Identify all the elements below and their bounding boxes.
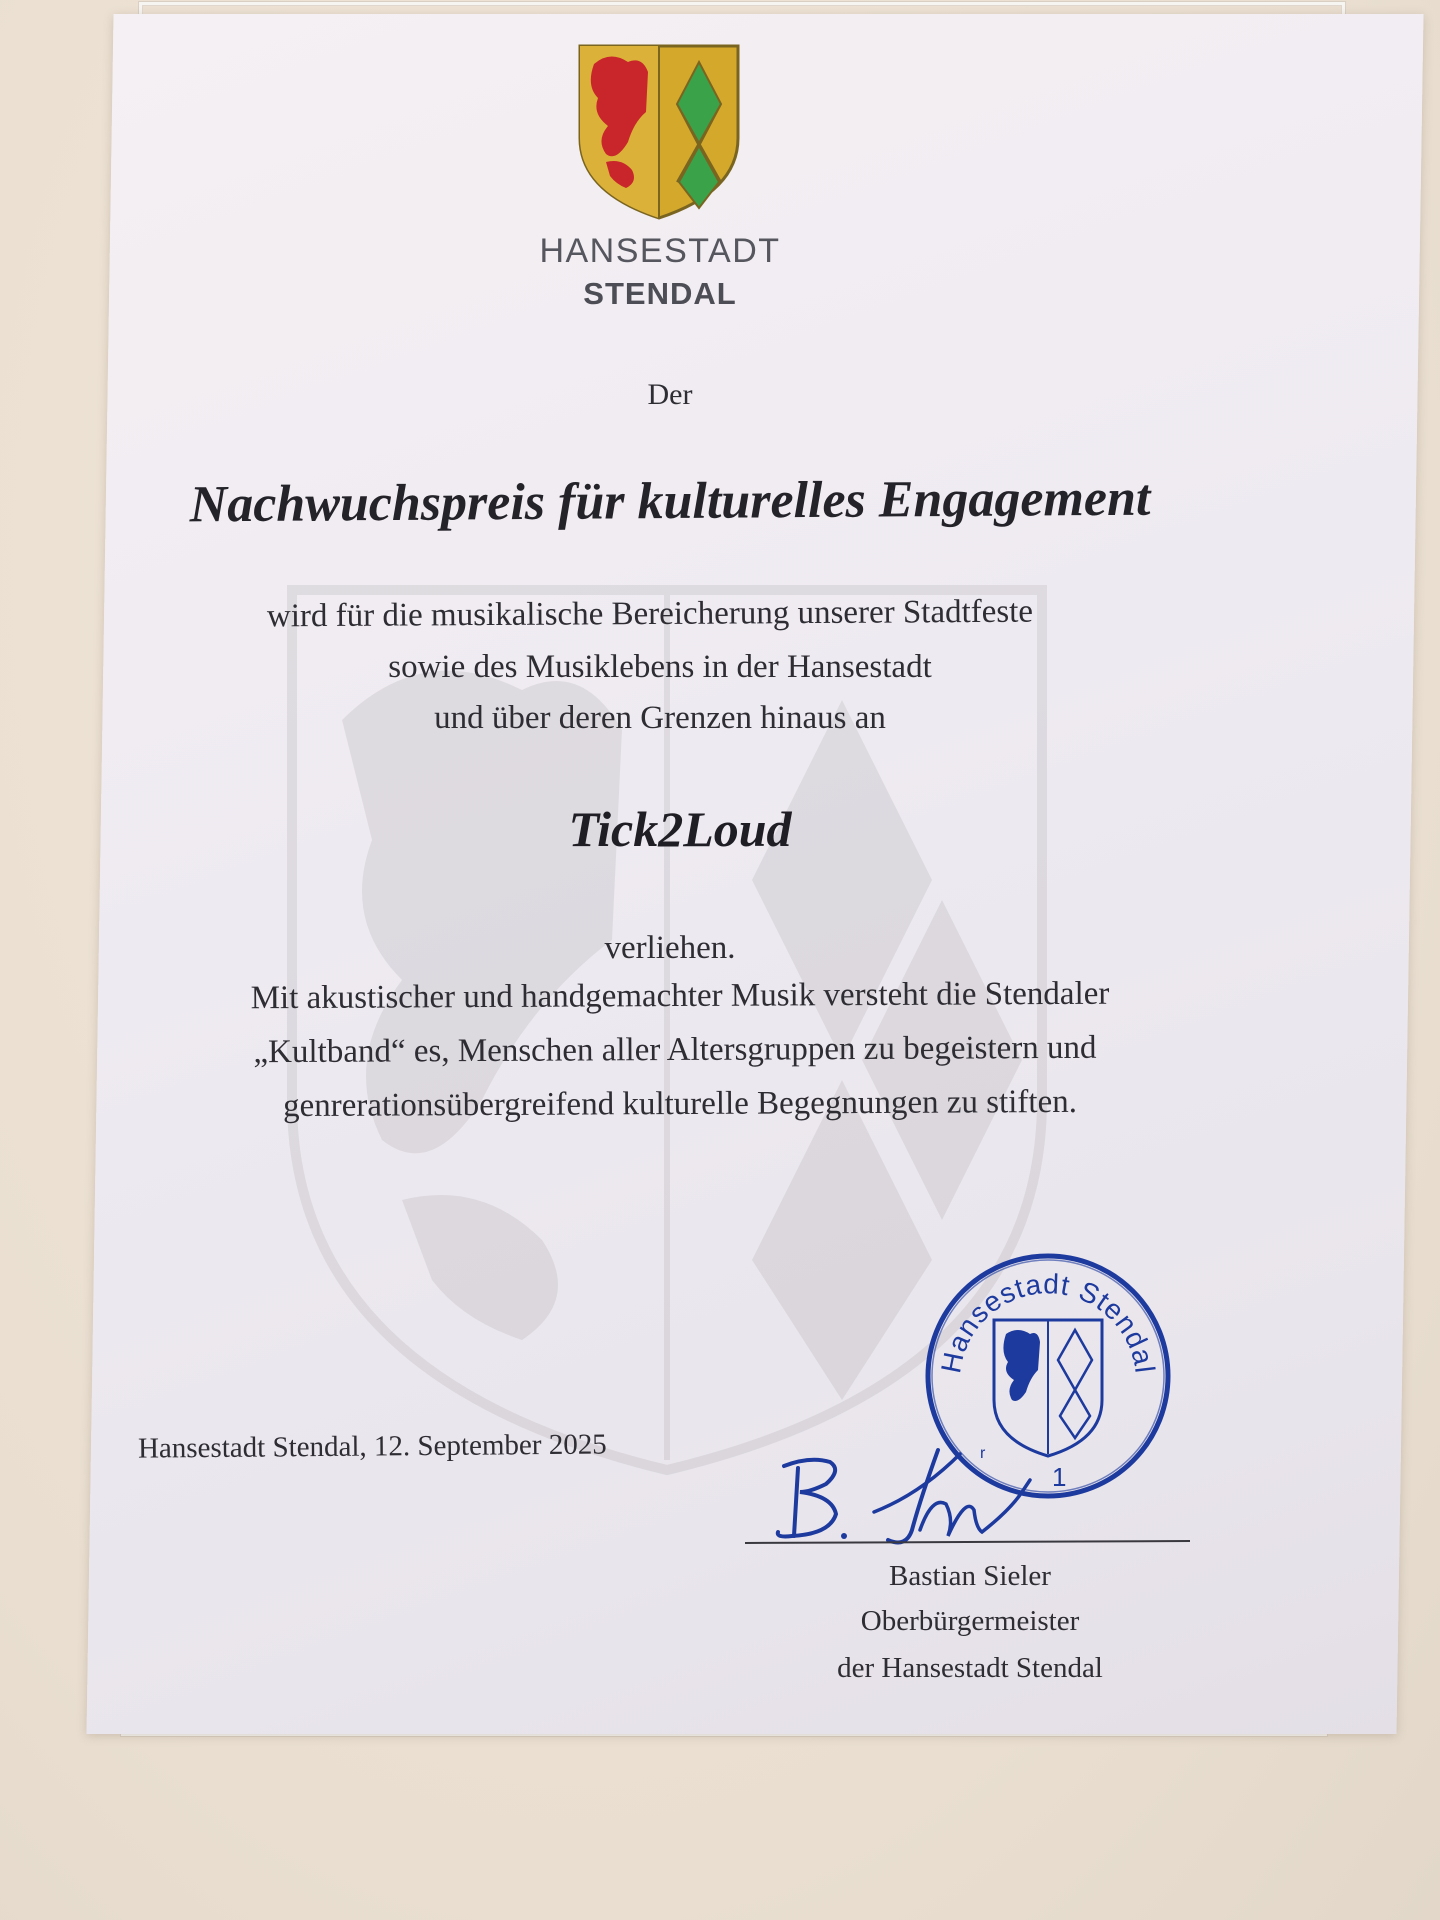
handwritten-signature <box>770 1440 1100 1550</box>
place-and-date: Hansestadt Stendal, 12. September 2025 <box>137 1428 607 1465</box>
city-name-line1: HANSESTADT <box>539 232 781 270</box>
reason-line-2: sowie des Musiklebens in der Hansestadt <box>388 649 932 685</box>
signatory-role: Oberbürgermeister <box>860 1605 1080 1637</box>
stendal-crest-icon <box>576 42 742 222</box>
description-line-3: genrerationsübergreifend kulturelle Begegnungen zu stiften. <box>282 1083 1078 1125</box>
seal-number: 1 <box>1052 1462 1067 1492</box>
description-line-2: „Kultband“ es, Menschen aller Altersgruppen zu begeistern und <box>253 1029 1097 1071</box>
recipient-name: Tick2Loud <box>568 801 792 857</box>
signatory-organization: der Hansestadt Stendal <box>837 1652 1103 1684</box>
signatory-name: Bastian Sieler <box>889 1560 1051 1592</box>
intro-text: Der <box>647 378 693 411</box>
reason-line-3: und über deren Grenzen hinaus an <box>434 700 886 736</box>
award-title: Nachwuchspreis für kulturelles Engagement <box>189 469 1151 534</box>
seal-text: Hansestadt Stendal <box>935 1268 1161 1376</box>
svg-text:r: r <box>980 1445 986 1462</box>
description-line-1: Mit akustischer und handgemachter Musik versteht die Stendaler <box>250 975 1110 1017</box>
reason-line-1: wird für die musikalische Bereicherung unserer Stadtfeste <box>266 593 1034 635</box>
verliehen-text: verliehen. <box>604 930 736 966</box>
city-name-line2: STENDAL <box>583 276 737 311</box>
